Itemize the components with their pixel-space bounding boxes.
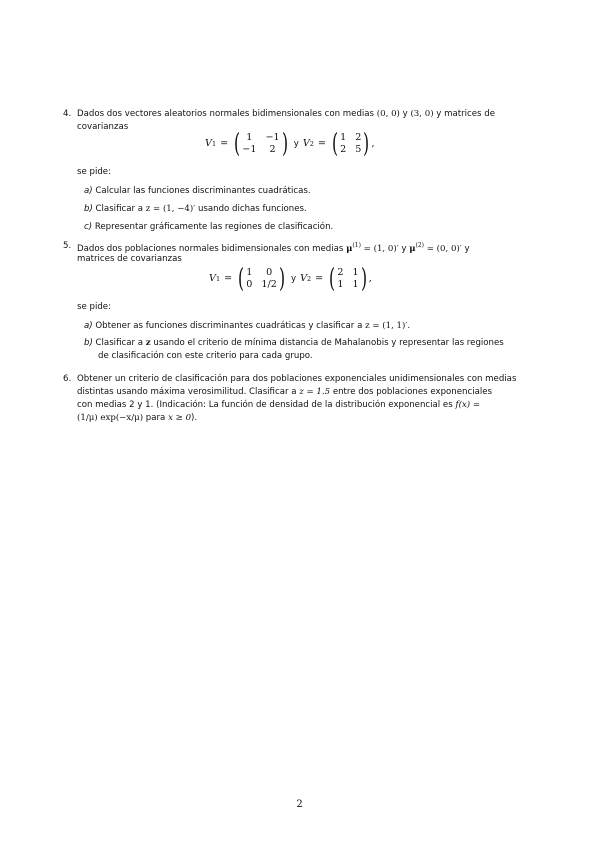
exercise-5-asks: se pide: xyxy=(77,302,111,312)
exercise-5-line-2: matrices de covarianzas xyxy=(77,254,182,264)
exercise-4-line-1: Dados dos vectores aleatorios normales bidimensionales con medias (0, 0) y (3, 0) y matrices de xyxy=(77,109,496,119)
exercise-6-number: 6. xyxy=(63,374,72,384)
matrix-v1: ( 1 0 0 1/2 ) xyxy=(238,264,285,294)
matrix-v2: ( 2 1 1 1 ) xyxy=(329,264,367,294)
exercise-5-matrices: V 1 = ( 1 0 0 1/2 ) y V 2 = ( 2 1 1 1 ) , xyxy=(209,264,372,294)
matrix-v2: ( 1 2 2 5 ) xyxy=(332,129,370,159)
exercise-6-line-2: distintas usando máxima verosimilitud. Clasificar a z = 1.5 entre dos poblaciones exponenciales xyxy=(77,387,492,397)
exercise-5-item-b-line-2: de clasificación con este criterio para cada grupo. xyxy=(98,351,313,361)
exercise-4-number: 4. xyxy=(63,109,72,119)
page-number: 2 xyxy=(296,799,303,810)
exercise-4-item-c: c) Representar gráficamente las regiones de clasificación. xyxy=(84,222,334,232)
exercise-4-asks: se pide: xyxy=(77,167,111,177)
exercise-5-item-b: b) Clasificar a z usando el criterio de mínima distancia de Mahalanobis y representar las regiones xyxy=(84,338,504,348)
exercise-5-number: 5. xyxy=(63,241,72,251)
exercise-5-line-1: Dados dos poblaciones normales bidimensionales con medias $\mu^{(1)} = (1$, 0)′ y $\mu^{(2)} = (0$, 0)′ y xyxy=(77,242,470,254)
exercise-4-item-b: b) Clasificar a z = (1, −4)′ usando dichas funciones. xyxy=(84,204,307,214)
matrix-v1: ( 1 −1 −1 2 ) xyxy=(234,129,288,159)
exercise-6-line-1: Obtener un criterio de clasificación para dos poblaciones exponenciales unidimensionales con medias xyxy=(77,374,517,384)
exercise-4-matrices: V 1 = ( 1 −1 −1 2 ) y V 2 = ( 1 2 2 5 ) , xyxy=(205,129,375,159)
exercise-4-line-2: covarianzas xyxy=(77,122,129,132)
exercise-6-line-4: (1/μ) exp(−x/μ) para x ≥ 0). xyxy=(77,413,198,423)
exercise-5-item-a: a) Obtener as funciones discriminantes cuadráticas y clasificar a z = (1, 1)′. xyxy=(84,321,411,331)
exercise-4-item-a: a) Calcular las funciones discriminantes cuadráticas. xyxy=(84,186,311,196)
exercise-6-line-3: con medias 2 y 1. (Indicación: La función de densidad de la distribución exponencial es f(x) = xyxy=(77,400,481,410)
